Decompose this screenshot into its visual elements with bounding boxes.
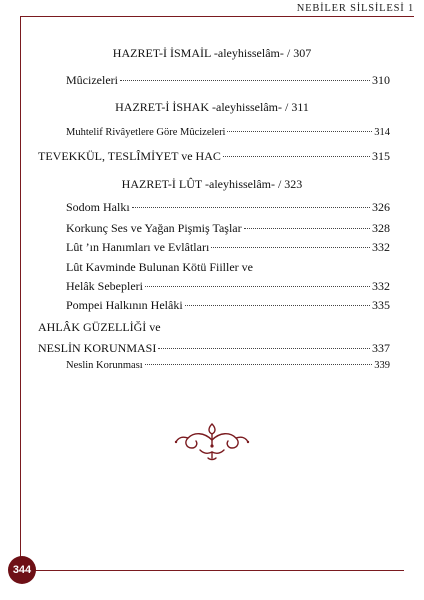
toc-entry[interactable] <box>66 200 390 215</box>
entry-label-line1: AHLÂK GÜZELLİĞİ ve <box>38 320 161 334</box>
entry-page: 339 <box>374 360 390 371</box>
entry-label-line1: Lût Kavminde Bulunan Kötü Fiiller ve <box>66 260 253 274</box>
entry-label: Sodom Halkı <box>66 200 130 214</box>
entry-label: Neslin Korunması <box>66 360 143 371</box>
dot-leader <box>211 247 370 248</box>
dot-leader <box>158 348 370 349</box>
toc-entry[interactable] <box>38 149 390 164</box>
entry-label: Pompei Halkının Helâki <box>66 298 183 312</box>
page-number-badge: 344 <box>8 556 36 584</box>
entry-page: 315 <box>372 149 390 163</box>
section-heading: HAZRET-İ İSHAK -aleyhisselâm- / 311 <box>115 100 309 114</box>
toc-entry[interactable] <box>38 341 390 356</box>
entry-page: 335 <box>372 298 390 312</box>
dot-leader <box>132 207 370 208</box>
dot-leader <box>223 156 370 157</box>
entry-page: 337 <box>372 341 390 355</box>
running-header <box>0 0 424 20</box>
section-heading: HAZRET-İ LÛT -aleyhisselâm- / 323 <box>121 177 303 191</box>
entry-page: 332 <box>372 240 390 254</box>
toc-entry[interactable] <box>66 360 390 371</box>
toc-entry[interactable] <box>66 298 390 313</box>
entry-label: Muhtelif Rivâyetlere Göre Mûcizeleri <box>66 127 226 138</box>
toc-entry[interactable] <box>66 127 390 138</box>
toc-entry[interactable] <box>66 240 390 255</box>
entry-label: Lût ’ın Hanımları ve Evlâtları <box>66 240 210 254</box>
entry-label: NESLİN KORUNMASI <box>38 341 157 355</box>
header-rule <box>20 16 414 17</box>
entry-page: 314 <box>374 127 390 138</box>
entry-page: 326 <box>372 200 390 214</box>
dot-leader <box>244 228 370 229</box>
entry-page: 328 <box>372 221 390 235</box>
toc-entry[interactable] <box>66 279 390 294</box>
toc-entry[interactable] <box>66 221 390 236</box>
entry-page: 310 <box>372 73 390 87</box>
frame-bottom-rule <box>20 570 404 571</box>
dot-leader <box>185 305 370 306</box>
section-heading: HAZRET-İ İSMAİL -aleyhisselâm- / 307 <box>112 46 312 60</box>
toc-entry[interactable] <box>66 73 390 88</box>
floral-ornament-icon <box>172 418 252 462</box>
entry-label: Mûcizeleri <box>66 73 118 87</box>
entry-page: 332 <box>372 279 390 293</box>
dot-leader <box>120 80 370 81</box>
header-title: NEBİLER SİLSİLESİ 1 <box>296 3 414 14</box>
entry-label: Korkunç Ses ve Yağan Pişmiş Taşlar <box>66 221 242 235</box>
entry-label: TEVEKKÜL, TESLÎMİYET ve HAC <box>38 149 221 163</box>
dot-leader <box>227 131 372 132</box>
entry-label: Helâk Sebepleri <box>66 279 143 293</box>
dot-leader <box>145 286 370 287</box>
dot-leader <box>145 364 373 365</box>
